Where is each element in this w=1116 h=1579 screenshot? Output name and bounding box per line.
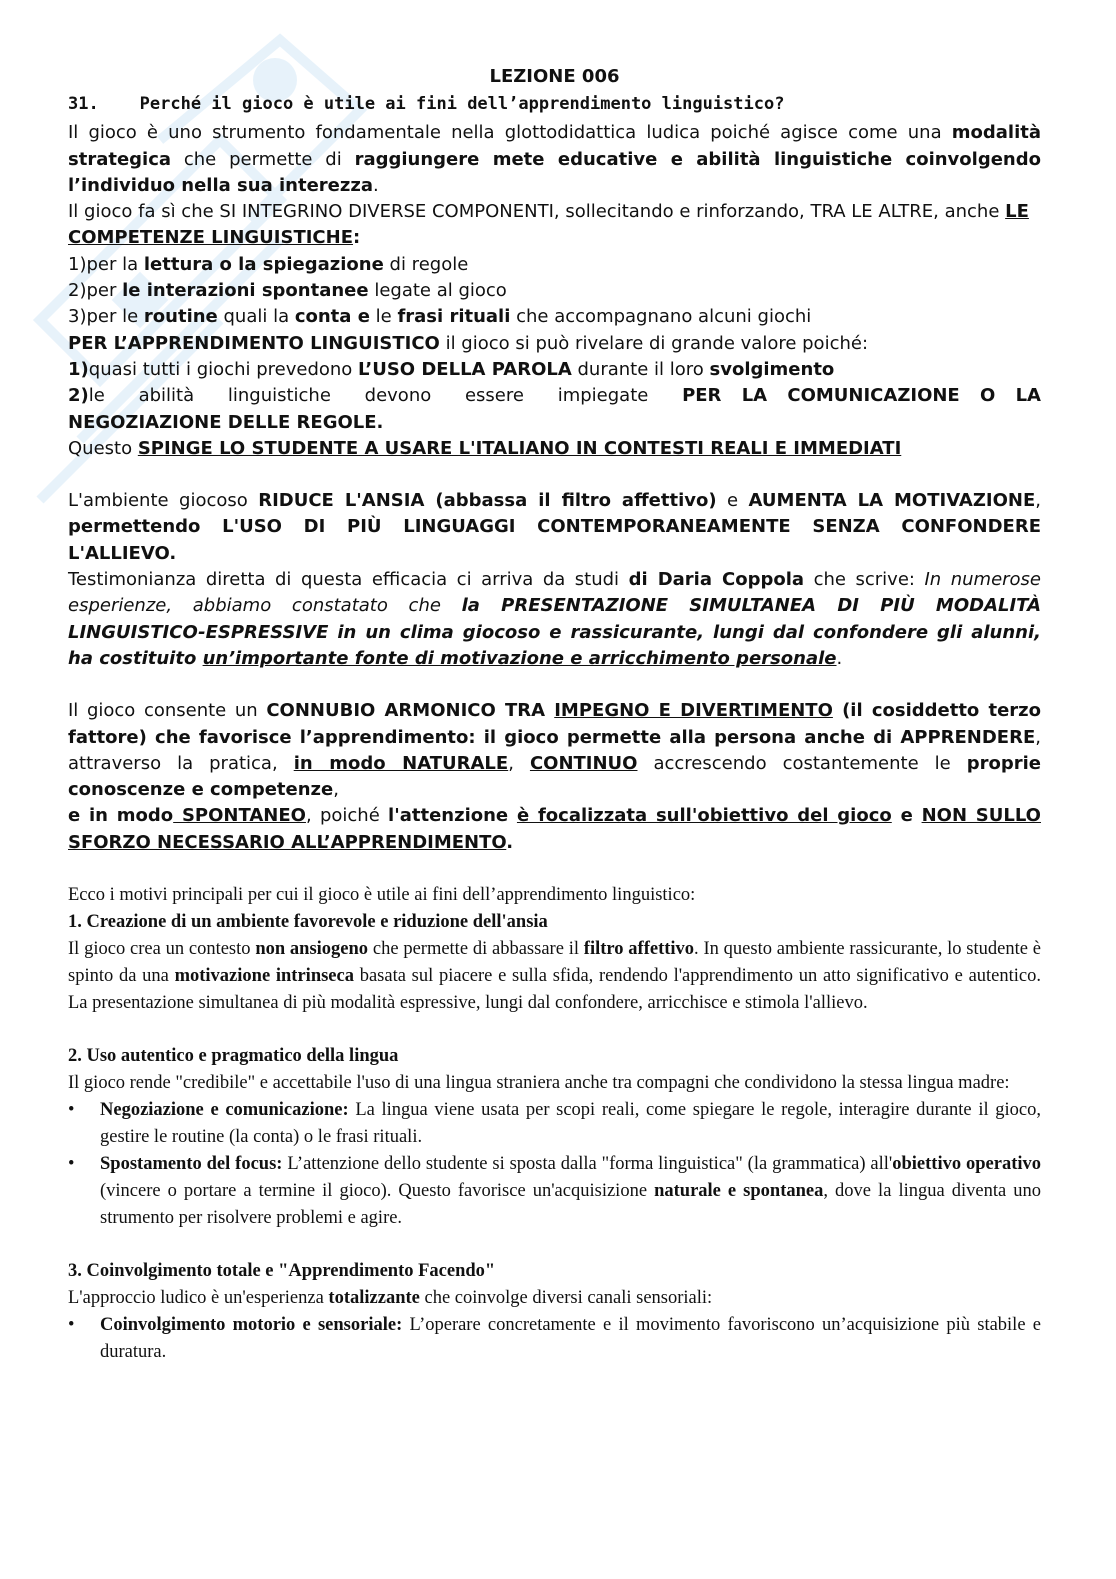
text: , (1035, 490, 1041, 512)
bold-text: : (353, 227, 361, 249)
text: e (716, 490, 749, 512)
paragraph-intro (68, 120, 1041, 199)
text: accrescendo costantemente le (637, 752, 967, 774)
bold-text: PER LA COMUNICAZIONE O LA NEGOZIAZIONE DELLE REGOLE. (68, 385, 1041, 433)
bold-underlined-text: è focalizzata sull'obiettivo del gioco (516, 805, 892, 827)
text: (vincere o portare a termine il gioco). Questo favorisce un'acquisizione (100, 1181, 655, 1202)
bold-text: (il cosiddetto terzo fattore) che favorisce l’apprendimento: il gioco permette alla persona anche di APPRENDERE (68, 700, 1042, 748)
section-summary (68, 882, 1041, 1366)
list-competences (68, 252, 1041, 331)
text: . (372, 174, 379, 196)
text: che scrive: (804, 569, 925, 591)
bold-underlined-text: SPONTANEO (173, 805, 306, 827)
bold-text: AUMENTA LA MOTIVAZIONE (748, 490, 1036, 512)
text: , dove la lingua diventa uno strumento per risolvere problemi e agire. (100, 1181, 1041, 1229)
bold-text: routine (143, 306, 218, 328)
text: 2)per (68, 280, 123, 302)
text: che accompagnano alcuni giochi (510, 306, 812, 328)
list-item (68, 1097, 1041, 1151)
text: 1)per la (68, 253, 144, 275)
bold-underlined-text: SPINGE LO STUDENTE A USARE L'ITALIANO IN CONTESTI REALI E IMMEDIATI (137, 437, 902, 459)
bold-text: totalizzante (328, 1288, 420, 1309)
text: , poiché (305, 805, 389, 827)
text: L'ambiente giocoso (68, 490, 259, 512)
text: Questo (68, 437, 138, 459)
question-number: 31. (68, 94, 99, 115)
bold-text: motivazione intrinseca (174, 966, 354, 987)
bold-text: modalità strategica (68, 122, 1041, 170)
bold-text: le interazioni spontanee (122, 280, 369, 302)
italic-text: In numerose esperienze, abbiamo constatato che (68, 569, 1042, 617)
text: legate al gioco (368, 280, 507, 302)
text: L'approccio ludico è un'esperienza (68, 1288, 329, 1309)
text: Il gioco crea un contesto (68, 939, 256, 960)
bold-text: L’USO DELLA PAROLA (358, 358, 572, 380)
section-heading-1: 1. Creazione di un ambiente favorevole e riduzione dell'ansia (68, 912, 548, 933)
bold-text: Negoziazione e comunicazione: (100, 1100, 349, 1121)
bold-text: RIDUCE L'ANSIA (abbassa il filtro affettivo) (258, 490, 717, 512)
list-item (68, 304, 1041, 330)
bold-text: permettendo L'USO DI PIÙ LINGUAGGI CONTEMPORANEAMENTE SENZA CONFONDERE L'ALLIEVO. (68, 516, 1041, 564)
bold-text: . (506, 831, 514, 853)
text: quali la (217, 306, 295, 328)
list-item (68, 383, 1041, 436)
bold-text: 1) (68, 358, 89, 380)
bold-text: proprie conoscenze e competenze (68, 752, 1042, 801)
bold-text: 2) (68, 385, 89, 407)
paragraph-components (68, 199, 1041, 252)
question-text: Perché il gioco è utile ai fini dell’apprendimento linguistico? (139, 94, 785, 115)
text: Il gioco è uno strumento fondamentale nella glottodidattica ludica poiché agisce come una (68, 122, 952, 144)
bold-text: di Daria Coppola (628, 569, 805, 591)
paragraph-learning (68, 331, 1041, 357)
bold-underlined-text: IMPEGNO E DIVERTIMENTO (554, 700, 833, 722)
text: che coinvolge diversi canali sensoriali: (419, 1288, 713, 1309)
bold-text: non ansiogeno (255, 939, 369, 960)
list-reasons (68, 357, 1041, 436)
text: , (508, 752, 530, 774)
text: Il gioco consente un (68, 700, 267, 722)
paragraph-spontaneous (68, 803, 1041, 856)
summary-intro: Ecco i motivi principali per cui il gioco è utile ai fini dell’apprendimento linguistico: (68, 885, 696, 906)
text: che permette di abbassare il (368, 939, 584, 960)
section-1-text (68, 936, 1041, 1017)
text: che permette di (171, 148, 355, 170)
bold-text: frasi rituali (397, 306, 511, 328)
bold-text: l'attenzione (388, 805, 517, 827)
bold-underlined-text: in modo NATURALE (293, 752, 509, 774)
section-2-list (68, 1097, 1041, 1232)
bold-italic-underlined-text: un’importante fonte di motivazione e arricchimento personale (202, 647, 837, 669)
text: le (369, 306, 398, 328)
paragraph-real-contexts (68, 436, 1041, 462)
bold-text: raggiungere mete educative e abilità linguistiche coinvolgendo l’individuo nella sua interezza (68, 148, 1041, 196)
text: basata sul piacere e sulla sfida, rendendo l'apprendimento un atto significativo e autentico. La presentazione simultanea di più modalità espressive, lungi dal confondere, arricchisce e stimola l'allievo. (68, 966, 1042, 1014)
text: Testimonianza diretta di questa efficacia ci arriva da studi (68, 569, 629, 591)
bold-text: e (891, 805, 922, 827)
bold-text: conta e (294, 306, 370, 328)
paragraph-connubio (68, 698, 1041, 803)
paragraph-anxiety (68, 488, 1041, 567)
bold-text: filtro affettivo (583, 939, 695, 960)
section-heading-2: 2. Uso autentico e pragmatico della lingua (68, 1046, 399, 1067)
document-content (68, 64, 1041, 1366)
text: , attraverso la pratica, (68, 726, 1041, 774)
text: di regole (383, 253, 469, 275)
lesson-title: LEZIONE 006 (489, 66, 620, 87)
bold-text: svolgimento (709, 358, 835, 380)
bold-text: obiettivo operativo (892, 1154, 1041, 1175)
text: La lingua viene usata per scopi reali, come spiegare le regole, interagire durante il gioco, gestire le routine (la conta) o le frasi rituali. (100, 1100, 1041, 1148)
bold-text: e in modo (68, 805, 174, 827)
text: . (836, 647, 843, 669)
paragraph-quote (68, 567, 1041, 672)
text: le abilità linguistiche devono essere impiegate (88, 385, 683, 407)
text: L’operare concretamente e il movimento favoriscono un’acquisizione più stabile e duratura. (100, 1315, 1041, 1363)
text: Il gioco fa sì che SI INTEGRINO DIVERSE COMPONENTI, sollecitando e rinforzando, TRA LE ALTRE, anche (68, 201, 1006, 223)
list-item (68, 278, 1041, 304)
text: il gioco si può rivelare di grande valore poiché: (439, 332, 869, 354)
section-heading-3: 3. Coinvolgimento totale e "Apprendimento Facendo" (68, 1261, 496, 1282)
list-item (68, 357, 1041, 383)
list-item (68, 252, 1041, 278)
bold-text: Spostamento del focus: (100, 1154, 283, 1175)
bold-text: PER L’APPRENDIMENTO LINGUISTICO (68, 332, 440, 354)
text: L’attenzione dello studente si sposta dalla "forma linguistica" (la grammatica) all' (282, 1154, 893, 1175)
bold-underlined-text: LE COMPETENZE LINGUISTICHE (68, 201, 1029, 249)
section-3-list (68, 1312, 1041, 1366)
section-2-intro: Il gioco rende "credibile" e accettabile l'uso di una lingua straniera anche tra compagni che condividono la stessa lingua madre: (68, 1073, 1010, 1094)
bold-underlined-text: CONTINUO (529, 752, 638, 774)
text: 3)per le (68, 306, 144, 328)
bold-underlined-text: NON SULLO SFORZO NECESSARIO ALL’APPRENDIMENTO (68, 805, 1041, 853)
text: . In questo ambiente rassicurante, lo studente è spinto da una (68, 939, 1041, 987)
bold-text: lettura o la spiegazione (143, 253, 384, 275)
bold-italic-text: la PRESENTAZIONE SIMULTANEA DI PIÙ MODALITÀ LINGUISTICO-ESPRESSIVE in un clima giocoso e rassicurante, lungi dal confondere gli alunni, ha costituito (68, 595, 1041, 669)
bold-text: Coinvolgimento motorio e sensoriale: (100, 1315, 403, 1336)
list-item (68, 1312, 1041, 1366)
question-heading (68, 94, 1041, 114)
bold-text: CONNUBIO ARMONICO TRA (266, 700, 555, 722)
text: , (333, 779, 339, 801)
list-item (68, 1151, 1041, 1232)
section-original-notes (68, 120, 1041, 856)
text: durante il loro (571, 358, 710, 380)
bold-text: naturale e spontanea (654, 1181, 824, 1202)
text: quasi tutti i giochi prevedono (88, 358, 359, 380)
section-3-intro (68, 1285, 1041, 1312)
